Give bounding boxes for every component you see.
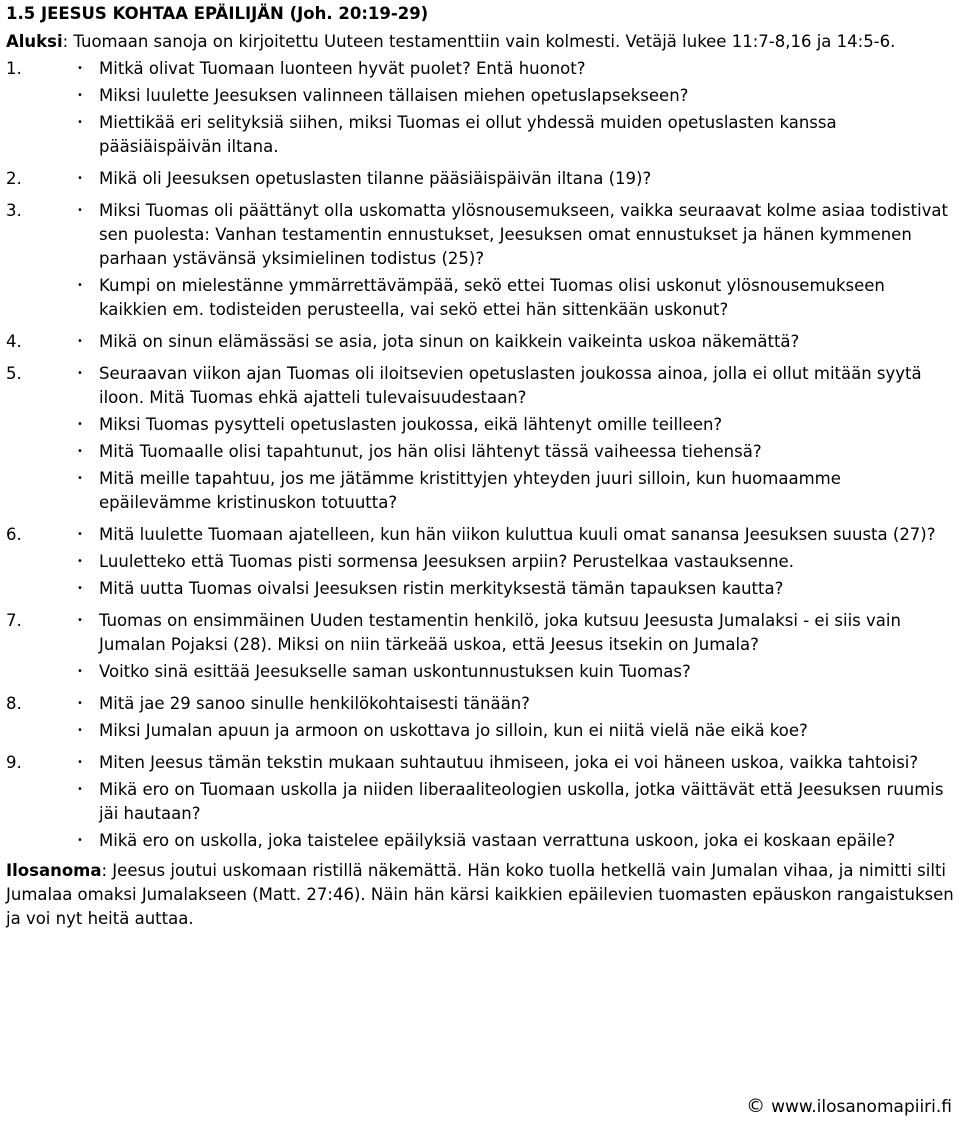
question-item — [6, 413, 954, 437]
question-text: Mitä Tuomaalle olisi tapahtunut, jos hän olisi lähtenyt tässä vaiheessa tiehensä? — [99, 442, 762, 461]
question-group — [6, 609, 954, 684]
page-title: 1.5 JEESUS KOHTAA EPÄILIJÄN (Joh. 20:19-29) — [6, 4, 429, 23]
bullet-icon: • — [77, 368, 83, 379]
question-number: 2. — [6, 169, 22, 188]
bullet-icon: • — [77, 615, 83, 626]
bullet-icon: • — [77, 473, 83, 484]
question-item — [6, 57, 954, 81]
question-item — [6, 523, 954, 547]
intro-lead: Aluksi — [6, 32, 63, 51]
website-link[interactable]: www.ilosanomapiiri.fi — [771, 1097, 952, 1117]
question-group — [6, 167, 954, 191]
question-text: Miksi Tuomas pysytteli opetuslasten joukossa, eikä lähtenyt omille teilleen? — [99, 415, 723, 434]
question-text: Mikä oli Jeesuksen opetuslasten tilanne pääsiäispäivän iltana (19)? — [99, 169, 652, 188]
question-text: Mitä luulette Tuomaan ajatelleen, kun hän viikon kuluttua kuuli omat sanansa Jeesuksen suusta (27)? — [99, 525, 936, 544]
question-group — [6, 57, 954, 159]
question-item — [6, 829, 954, 853]
question-text: Mikä ero on Tuomaan uskolla ja niiden liberaaliteologien uskolla, jotka väittävät että Jeesuksen ruumis jäi hautaan? — [99, 780, 944, 823]
gospel-text: : Jeesus joutui uskomaan ristillä näkemättä. Hän koko tuolla hetkellä vain Jumalan vihaa, ja nimitti silti Jumalaa omaksi Jumalakseen (Matt. 27:46). Näin hän kärsi kaikkien epäilevien tuomasten epäuskon rangaistuksen ja voi nyt heitä auttaa. — [6, 861, 954, 928]
question-text: Mikä on sinun elämässäsi se asia, jota sinun on kaikkein vaikeinta uskoa näkemättä? — [99, 332, 800, 351]
bullet-icon: • — [77, 529, 83, 540]
question-item — [6, 167, 954, 191]
question-item — [6, 440, 954, 464]
question-number: 4. — [6, 332, 22, 351]
question-text: Mitä jae 29 sanoo sinulle henkilökohtaisesti tänään? — [99, 694, 530, 713]
question-number: 7. — [6, 611, 22, 630]
question-number: 3. — [6, 201, 22, 220]
intro-text: : Tuomaan sanoja on kirjoitettu Uuteen testamenttiin vain kolmesti. Vetäjä lukee 11:7-8,16 ja 14:5-6. — [62, 32, 896, 51]
question-number: 1. — [6, 59, 22, 78]
question-text: Kumpi on mielestänne ymmärrettävämpää, sekö ettei Tuomas olisi uskonut ylösnousemukseen kaikkien em. todisteiden perusteella, vai sekö ettei hän sittenkään uskonut? — [99, 276, 885, 319]
question-text: Mitä uutta Tuomas oivalsi Jeesuksen ristin merkityksestä tämän tapauksen kautta? — [99, 579, 784, 598]
question-group — [6, 523, 954, 601]
intro-paragraph — [6, 30, 954, 54]
question-text: Tuomas on ensimmäinen Uuden testamentin henkilö, joka kutsuu Jeesusta Jumalaksi - ei siis vain Jumalan Pojaksi (28). Miksi on niin tärkeää uskoa, että Jeesus itsekin on Jumala? — [99, 611, 901, 654]
question-group — [6, 199, 954, 322]
gospel-lead: Ilosanoma — [6, 861, 102, 880]
footer-website — [746, 1094, 952, 1119]
question-text: Voitko sinä esittää Jeesukselle saman uskontunnustuksen kuin Tuomas? — [99, 662, 691, 681]
bullet-icon: • — [77, 63, 83, 74]
bullet-icon: • — [77, 419, 83, 430]
question-item — [6, 609, 954, 657]
bullet-icon: • — [77, 336, 83, 347]
bullet-icon: • — [77, 446, 83, 457]
question-number: 8. — [6, 694, 22, 713]
question-list — [6, 57, 954, 853]
question-item — [6, 330, 954, 354]
question-text: Mikä ero on uskolla, joka taistelee epäilyksiä vastaan verrattuna uskoon, joka ei koskaan epäile? — [99, 831, 896, 850]
bullet-icon: • — [77, 583, 83, 594]
question-item — [6, 199, 954, 271]
question-item — [6, 660, 954, 684]
question-group — [6, 362, 954, 515]
bullet-icon: • — [77, 556, 83, 567]
question-item — [6, 778, 954, 826]
bullet-icon: • — [77, 757, 83, 768]
question-number: 5. — [6, 364, 22, 383]
question-text: Seuraavan viikon ajan Tuomas oli iloitsevien opetuslasten joukossa ainoa, jolla ei ollut mitään syytä iloon. Mitä Tuomas ehkä ajatteli tulevaisuudestaan? — [99, 364, 922, 407]
question-item — [6, 550, 954, 574]
bullet-icon: • — [77, 173, 83, 184]
question-item — [6, 111, 954, 159]
question-text: Miten Jeesus tämän tekstin mukaan suhtautuu ihmiseen, joka ei voi häneen uskoa, vaikka tahtoisi? — [99, 753, 919, 772]
question-text: Miksi luulette Jeesuksen valinneen tällaisen miehen opetuslapsekseen? — [99, 86, 689, 105]
bullet-icon: • — [77, 725, 83, 736]
bullet-icon: • — [77, 698, 83, 709]
bullet-icon: • — [77, 280, 83, 291]
question-item — [6, 467, 954, 515]
question-item — [6, 751, 954, 775]
bullet-icon: • — [77, 666, 83, 677]
question-item — [6, 362, 954, 410]
question-item — [6, 577, 954, 601]
question-group — [6, 751, 954, 853]
study-page — [0, 2, 960, 1121]
bullet-icon: • — [77, 205, 83, 216]
question-group — [6, 692, 954, 743]
question-text: Miksi Tuomas oli päättänyt olla uskomatta ylösnousemukseen, vaikka seuraavat kolme asiaa todistivat sen puolesta: Vanhan testamentin ennustukset, Jeesuksen omat ennustukset ja hänen kymmenen parhaan ystävänsä yksimielinen todistus (25)? — [99, 201, 949, 268]
question-item — [6, 84, 954, 108]
gospel-paragraph — [6, 859, 954, 931]
question-number: 9. — [6, 753, 22, 772]
question-item — [6, 274, 954, 322]
question-text: Mitkä olivat Tuomaan luonteen hyvät puolet? Entä huonot? — [99, 59, 586, 78]
question-number: 6. — [6, 525, 22, 544]
question-text: Miettikää eri selityksiä siihen, miksi Tuomas ei ollut yhdessä muiden opetuslasten kanssa pääsiäispäivän iltana. — [99, 113, 837, 156]
question-item — [6, 692, 954, 716]
bullet-icon: • — [77, 90, 83, 101]
copyright-icon: © — [746, 1095, 766, 1117]
bullet-icon: • — [77, 784, 83, 795]
question-text: Mitä meille tapahtuu, jos me jätämme kristittyjen yhteyden juuri silloin, kun huomaamme epäilevämme kristinuskon totuutta? — [99, 469, 841, 512]
question-item — [6, 719, 954, 743]
bullet-icon: • — [77, 835, 83, 846]
question-text: Luuletteko että Tuomas pisti sormensa Jeesuksen arpiin? Perustelkaa vastauksenne. — [99, 552, 794, 571]
question-group — [6, 330, 954, 354]
bullet-icon: • — [77, 117, 83, 128]
question-text: Miksi Jumalan apuun ja armoon on uskottava jo silloin, kun ei niitä vielä näe eikä koe? — [99, 721, 808, 740]
